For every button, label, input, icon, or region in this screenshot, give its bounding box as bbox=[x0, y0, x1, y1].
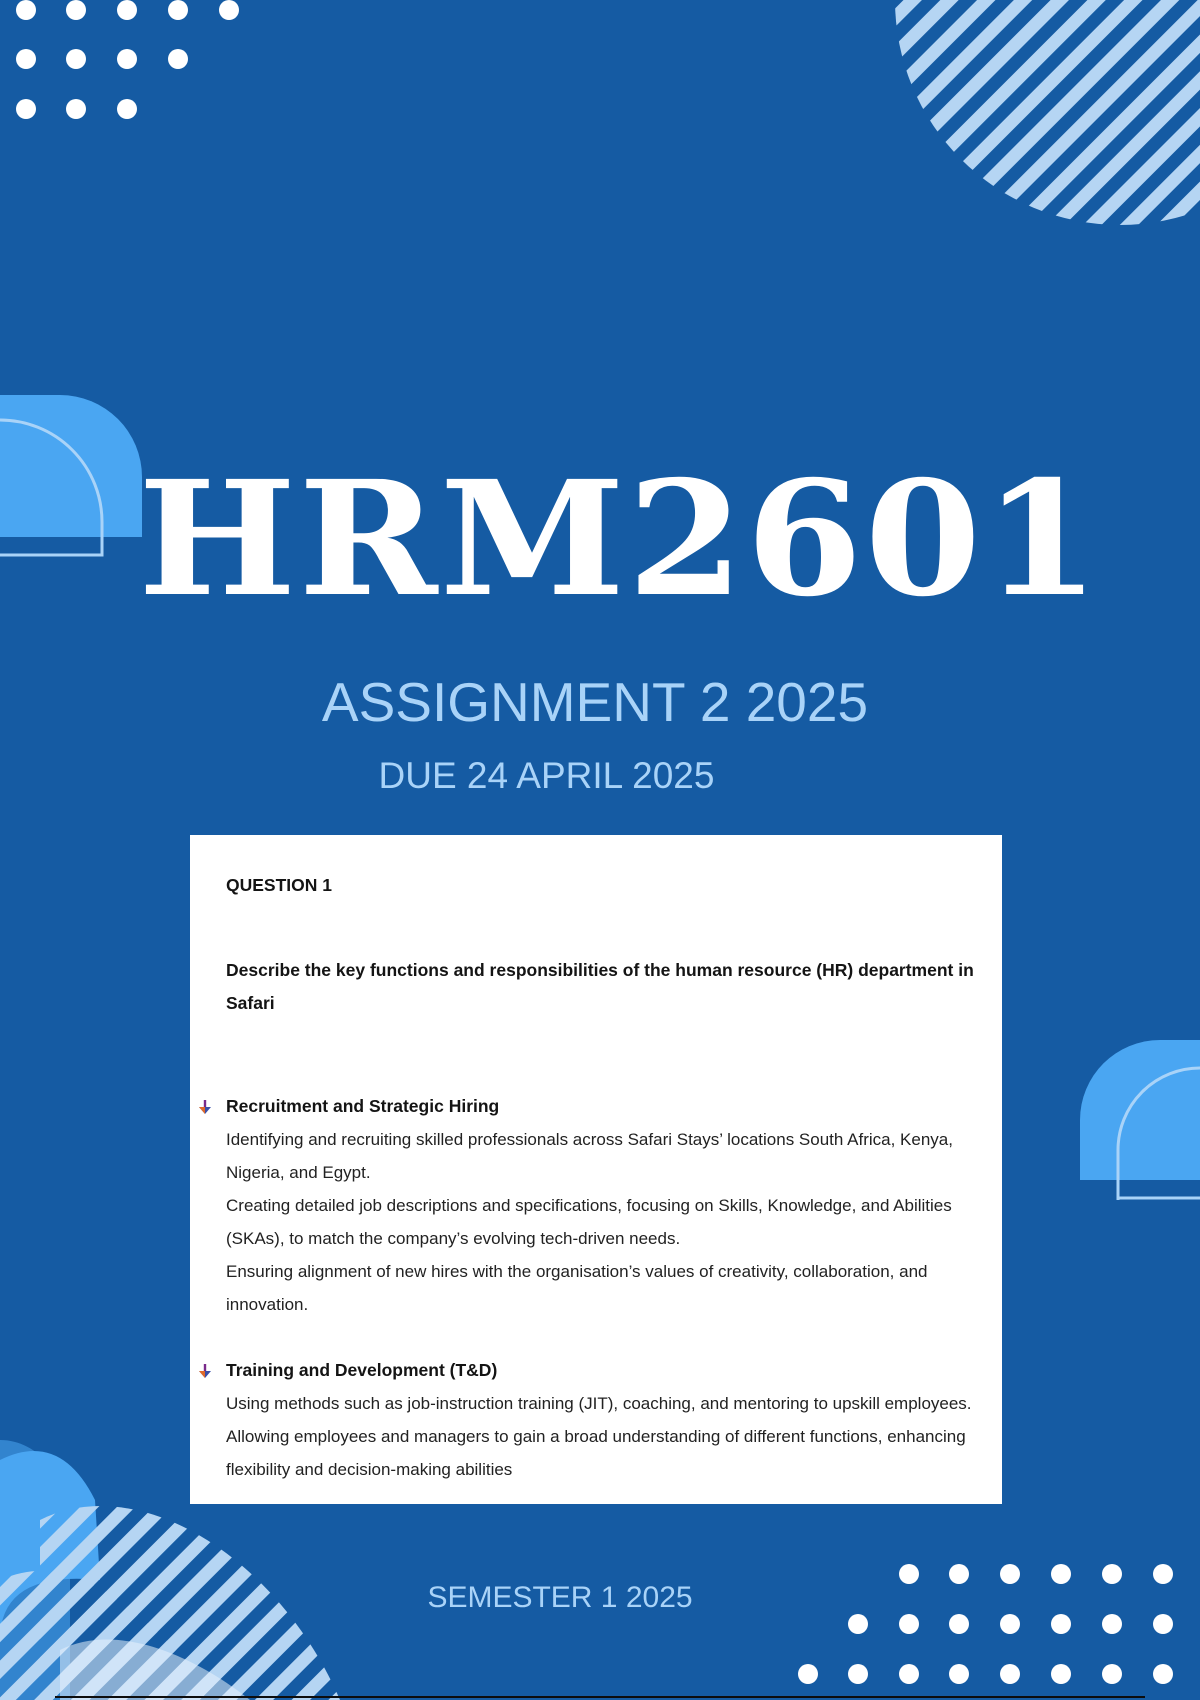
document-content bbox=[226, 873, 986, 1486]
section-title: Recruitment and Strategic Hiring bbox=[226, 1096, 500, 1116]
section-title: Training and Development (T&D) bbox=[226, 1360, 498, 1380]
assignment-subtitle: ASSIGNMENT 2 2025 bbox=[321, 671, 869, 733]
document-preview-card bbox=[190, 835, 1002, 1504]
due-date: DUE 24 APRIL 2025 bbox=[378, 755, 715, 796]
dot-pattern-top-left bbox=[0, 0, 260, 130]
section-training bbox=[226, 1354, 986, 1486]
section-body: Identifying and recruiting skilled professionals across Safari Stays’ locations South Africa, Kenya, Nigeria, and Egypt. Creating detailed job descriptions and specifications, focusing on Skills, Knowledge, and Abilities (SKAs), to match the company’s evolving tech-driven needs. Ensuring alignment of new hires with the organisation’s values of creativity, collaboration, and innovation. bbox=[226, 1130, 953, 1314]
bottom-divider bbox=[55, 1696, 1145, 1698]
semester-label: SEMESTER 1 2025 bbox=[427, 1581, 693, 1614]
arrow-down-bullet-icon bbox=[196, 1098, 214, 1116]
question-heading: QUESTION 1 bbox=[226, 875, 332, 895]
section-body: Using methods such as job-instruction training (JIT), coaching, and mentoring to upskill employees. Allowing employees and managers to gain a broad understanding of different functions, enhancing flexibility and decision-making abilities bbox=[226, 1394, 972, 1479]
question-text: Describe the key functions and responsibilities of the human resource (HR) department in Safari bbox=[226, 960, 974, 1013]
striped-circle-top-right bbox=[830, 0, 1200, 230]
arrow-down-bullet-icon bbox=[196, 1362, 214, 1380]
course-code-title: HRM2601 bbox=[138, 447, 1102, 632]
section-recruitment bbox=[226, 1090, 986, 1321]
quarter-circle-right bbox=[1080, 1040, 1200, 1205]
